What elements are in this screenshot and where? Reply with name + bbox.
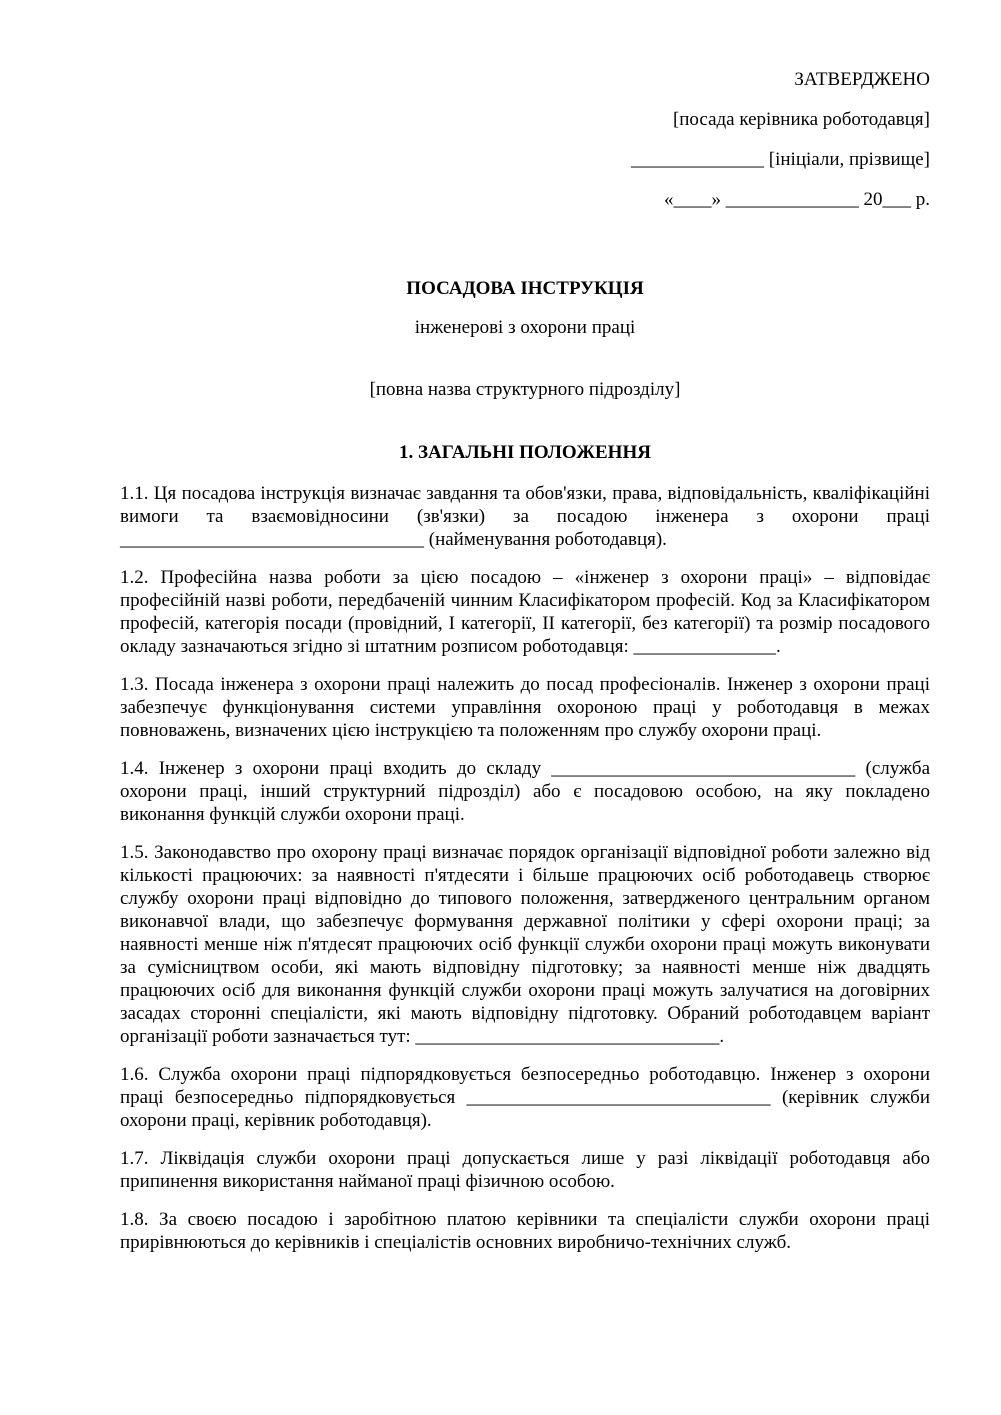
paragraph-1-3: 1.3. Посада інженера з охорони праці належить до посад професіоналів. Інженер з охорони праці забезпечує функціонування системи управління охороною праці у роботодавця в межах повноважень, визначених цією інструкцією та положенням про службу охорони праці. bbox=[120, 674, 930, 741]
paragraph-1-4: 1.4. Інженер з охорони праці входить до складу ________________________________ (служба охорони праці, інший структурний підрозділ) або є посадовою особою, на яку покладено виконання функцій служби охорони праці. bbox=[120, 758, 930, 825]
signature-line: ______________ [ініціали, прізвище] bbox=[631, 149, 930, 170]
paragraph-1-7: 1.7. Ліквідація служби охорони праці допускається лише у разі ліквідації роботодавця або припинення використання найманої праці фізичною особою. bbox=[120, 1148, 930, 1192]
approval-date: «____» ______________ 20___ р. bbox=[664, 189, 930, 210]
paragraph-1-2: 1.2. Професійна назва роботи за цією посадою – «інженер з охорони праці» – відповідає професійній назві роботи, передбаченій чинним Класифікатором професій. Код за Класифікатором професій, категорія посади (провідний, І категорії, ІІ категорії, без категорії) та розмір посадового окладу зазначаються згідно зі штатним розписом роботодавця: _______________. bbox=[120, 567, 930, 657]
unit-name: [повна назва структурного підрозділу] bbox=[369, 379, 681, 400]
section-title: 1. ЗАГАЛЬНІ ПОЛОЖЕННЯ bbox=[399, 442, 651, 463]
document-title: ПОСАДОВА ІНСТРУКЦІЯ bbox=[406, 278, 644, 299]
paragraph-1-5: 1.5. Законодавство про охорону праці визначає порядок організації відповідної роботи залежно від кількості працюючих: за наявності п'ятдесяти і більше працюючих осіб роботодавець створює службу охорони праці відповідно до типового положення, затвердженого центральним органом виконавчої влади, що забезпечує формування державної політики у сфері охорони праці; за наявності менше ніж п'ятдесят працюючих осіб функції служби охорони праці можуть виконувати за сумісництвом особи, які мають відповідну підготовку; за наявності менше ніж двадцять працюючих осіб для виконання функцій служби охорони праці можуть залучатися на договірних засадах сторонні спеціалісти, які мають відповідну підготовку. Обраний роботодавцем варіант організації роботи зазначається тут: ________________________________. bbox=[120, 842, 930, 1047]
paragraph-1-1: 1.1. Ця посадова інструкція визначає завдання та обов'язки, права, відповідальність, кваліфікаційні вимоги та взаємовідносини (зв'язки) за посадою інженера з охорони праці ________________________________ (найменування роботодавця). bbox=[120, 483, 930, 550]
paragraph-1-8: 1.8. За своєю посадою і заробітною платою керівники та спеціалісти служби охорони праці прирівнюються до керівників і спеціалістів основних виробничо-технічних служб. bbox=[120, 1209, 930, 1253]
approved-label: ЗАТВЕРДЖЕНО bbox=[794, 69, 930, 90]
approval-block bbox=[410, 68, 930, 228]
document-subtitle: інженерові з охорони праці bbox=[414, 317, 636, 338]
head-position: [посада керівника роботодавця] bbox=[672, 109, 930, 130]
paragraph-1-6: 1.6. Служба охорони праці підпорядковується безпосередньо роботодавцю. Інженер з охорони праці безпосередньо підпорядковується ________________________________ (керівник служби охорони праці, керівник роботодавця). bbox=[120, 1064, 930, 1131]
document-body bbox=[120, 482, 930, 1269]
